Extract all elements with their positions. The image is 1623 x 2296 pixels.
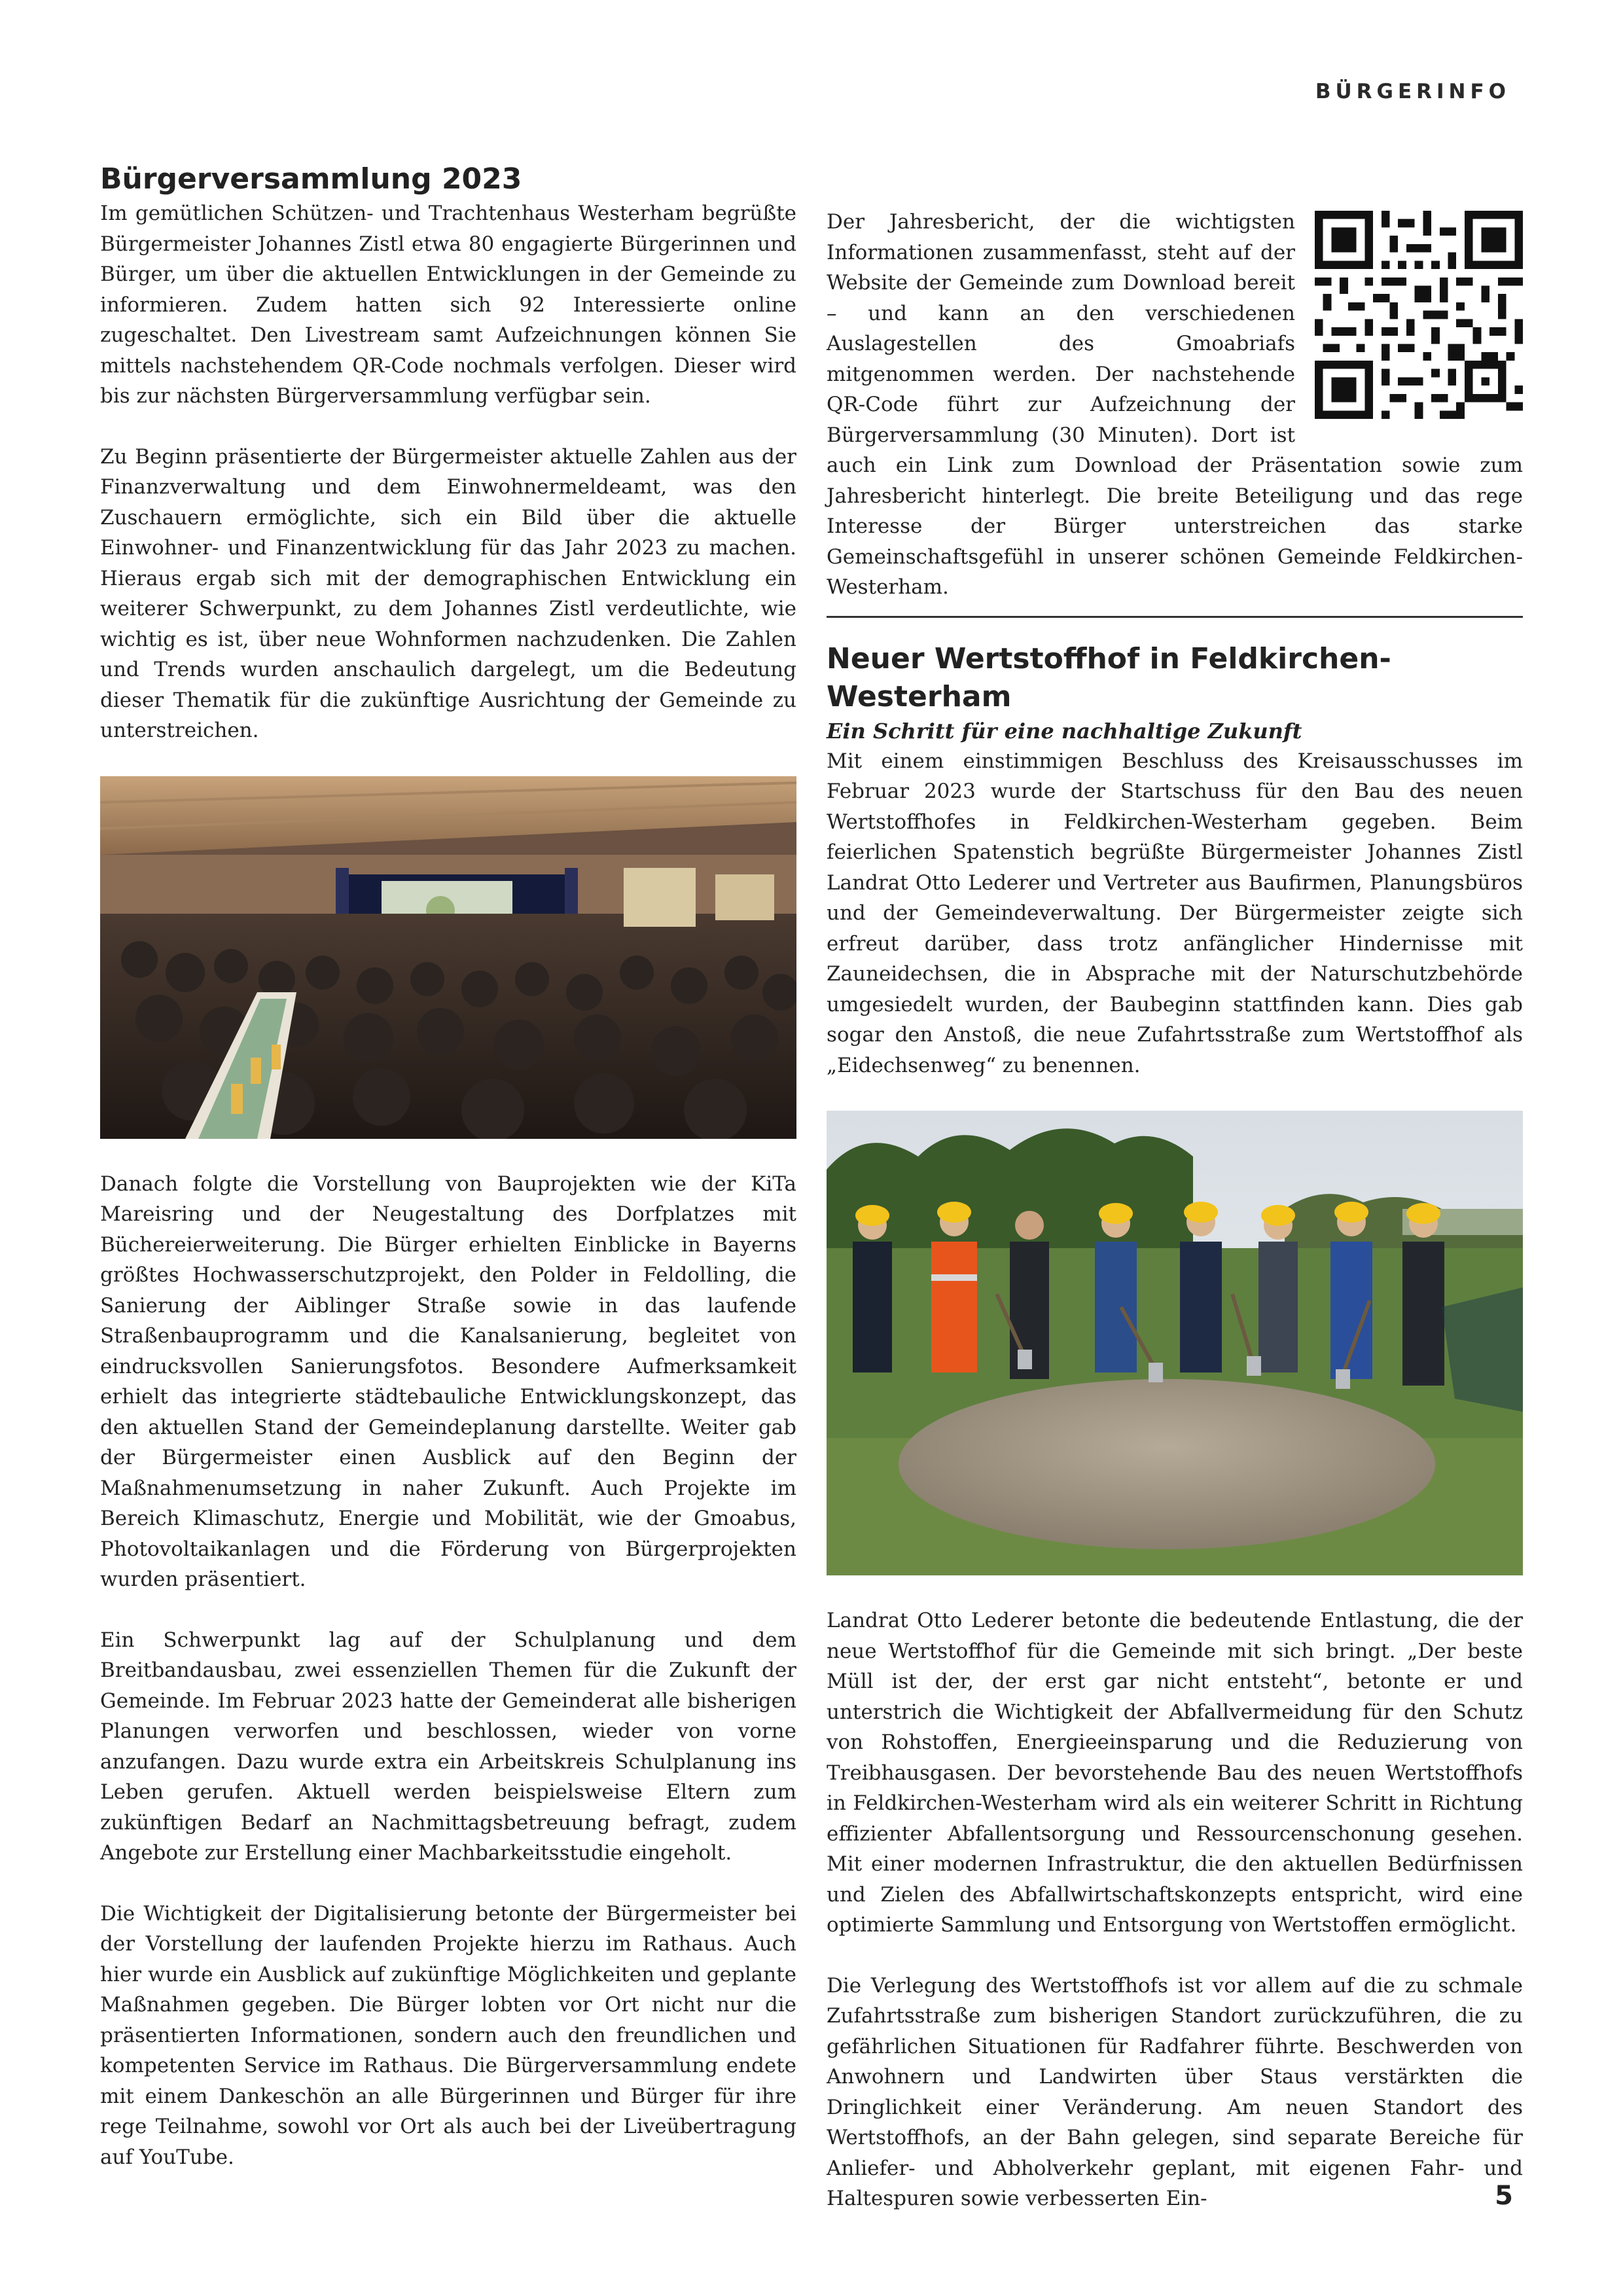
paragraph: Zu Beginn präsentierte der Bürgermeister aktuelle Zahlen aus der Finanzverwaltung und dem Einwohnermeldeamt, was den Zuschauern ermöglichte, sich ein Bild über die aktuelle Einwohner- und Finanzentwicklung für das Jahr 2023 zu machen. Hieraus ergab sich mit der demographischen Entwicklung ein weiterer Schwerpunkt, zu dem Johannes Zistl verdeutlichte, wie wichtig es ist, über neue Wohnformen nachzudenken. Die Zahlen und Trends wurden anschaulich dargelegt, um die Bedeutung dieser Thematik für die zukünftige Ausrichtung der Gemeinde zu unterstreichen. <box>100 444 796 742</box>
paragraph: Die Wichtigkeit der Digitalisierung betonte der Bürgermeister bei der Vorstellung der laufenden Projekte hierzu im Rathaus. Auch hier wurde ein Ausblick auf zukünftige Möglichkeiten und geplante Maßnahmen gegeben. Die Bürger lobten vor Ort nicht nur die präsentierten Informationen, sondern auch den freundlichen und kompetenten Service im Rathaus. Die Bürgerversammlung endete mit einem Dankeschön an alle Bürgerinnen und Bürger für ihre rege Teilnahme, sowohl vor Ort als auch bei der Liveübertragung auf YouTube. <box>100 1901 796 2169</box>
paragraph: Ein Schwerpunkt lag auf der Schulplanung und dem Breitbandausbau, zwei essenziellen Themen für die Zukunft der Gemeinde. Im Februar 2023 hatte der Gemeinderat alle bisherigen Planungen verworfen und beschlossen, wieder von vorne anzufangen. Dazu wurde extra ein Arbeitskreis Schulplanung ins Leben gerufen. Aktuell werden beispielsweise Eltern zum zukünftigen Bedarf an Nachmittagsbetreuung befragt, zudem Angebote zur Erstellung einer Machbarkeitsstudie eingeholt. <box>100 1628 796 1865</box>
paragraph: Mit einem einstimmigen Beschluss des Kreisausschusses im Februar 2023 wurde der Startschuss für den Bau des neuen Wertstoffhofes in Feldkirchen-Westerham gegeben. Beim feierlichen Spatenstich begrüßte Bürgermeister Johannes Zistl Landrat Otto Lederer und Vertreter aus Baufirmen, Planungsbüros und der Gemeindeverwaltung. Der Bürgermeister zeigte sich erfreut darüber, dass trotz anfänglicher Hindernisse mit Zauneidechsen, die in Absprache mit der Naturschutzbehörde umgesiedelt wurden, der Baubeginn stattfinden kann. Dies gab sogar den Anstoß, die neue Zufahrtsstraße zum Wertstoffhof als „Eidechsenweg“ zu benennen. <box>827 749 1523 1077</box>
paragraph: Der Jahresbericht, der die wichtigsten Informationen zusammenfasst, steht auf der Website der Gemeinde zum Download bereit – und kann an den verschiedenen Auslagestellen des Gmoabriafs mitgenommen werden. Der nachstehende QR-Code führt zur Aufzeichnung der Bürgerversammlung (30 Minuten). Dort ist auch ein Link zum Download der Präsentation sowie zum Jahresbericht hinterlegt. Die breite Beteiligung und das rege Interesse der Bürger unterstreichen das starke Gemeinschaftsgefühl in unserer schönen Gemeinde Feldkirchen-Westerham. <box>827 210 1523 599</box>
paragraph: Danach folgte die Vorstellung von Bauprojekten wie der KiTa Mareisring und der Neugestaltung des Dorfplatzes mit Büchereierweiterung. Die Bürger erhielten Einblicke in Bayerns größtes Hochwasserschutzprojekt, den Polder in Feldolling, die Sanierung der Aiblinger Straße sowie in das laufende Straßenbauprogramm und die Kanalsanierung, begleitet von eindrucksvollen Sanierungsfotos. Besondere Aufmerksamkeit erhielt das integrierte städtebauliche Entwicklungskonzept, das den aktuellen Stand der Gemeindeplanung darstellte. Weiter gab der Bürgermeister einen Ausblick auf den Beginn der Maßnahmenumsetzung in naher Zukunft. Auch Projekte im Bereich Klimaschutz, Energie und Mobilität, wie der Gmoabus, Photovoltaikanlagen und die Förderung von Bürgerprojekten wurden präsentiert. <box>100 1172 796 1591</box>
page-number: 5 <box>1495 2181 1513 2211</box>
article-title-buergerversammlung: Bürgerversammlung 2023 <box>100 162 522 196</box>
left-column <box>100 160 796 2202</box>
assembly-hall-photo <box>100 776 796 1139</box>
right-column <box>827 207 1523 2244</box>
section-header: BÜRGERINFO <box>1315 80 1510 103</box>
qr-code[interactable] <box>1315 211 1523 419</box>
groundbreaking-photo <box>827 1111 1523 1575</box>
article-subtitle: Ein Schritt für eine nachhaltige Zukunft <box>827 718 1302 744</box>
article-divider <box>827 616 1523 618</box>
article-title-wertstoffhof: Neuer Wertstoffhof in Feldkirchen-Westerham <box>827 641 1391 713</box>
paragraph: Im gemütlichen Schützen- und Trachtenhaus Westerham begrüßte Bürgermeister Johannes Zistl etwa 80 engagierte Bürgerinnen und Bürger, um über die aktuellen Entwicklungen in der Gemeinde zu informieren. Zudem hatten sich 92 Interessierte online zugeschaltet. Den Livestream samt Aufzeichnungen können Sie mittels nachstehendem QR-Code nochmals verfolgen. Dieser wird bis zur nächsten Bürgerversammlung verfügbar sein. <box>100 202 796 408</box>
paragraph: Die Verlegung des Wertstoffhofs ist vor allem auf die zu schmale Zufahrtsstraße zum bisherigen Standort zurückzuführen, die zu gefährlichen Situationen für Radfahrer führte. Beschwerden von Anwohnern und Landwirten über Staus verstärkten die Dringlichkeit einer Veränderung. Am neuen Standort des Wertstoffhofs, an der Bahn gelegen, sind separate Bereiche für Anliefer- und Abholverkehr geplant, mit eigenen Fahr- und Haltespuren sowie verbesserten Ein- <box>827 1973 1523 2210</box>
paragraph: Landrat Otto Lederer betonte die bedeutende Entlastung, die der neue Wertstoffhof für die Gemeinde mit sich bringt. „Der beste Müll ist der, der erst gar nicht entsteht“, betonte er und unterstrich die Wichtigkeit der Abfallvermeidung für den Schutz von Rohstoffen, Energieeinsparung und die Reduzierung von Treibhausgasen. Der bevorstehende Bau des neuen Wertstoffhofs in Feldkirchen-Westerham wird als ein weiterer Schritt in Richtung effizienter Abfallentsorgung und Ressourcenschonung gesehen. Mit einer modernen Infrastruktur, die den aktuellen Bedürfnissen und Zielen des Abfallwirtschaftskonzepts entspricht, wird eine optimierte Sammlung und Entsorgung von Wertstoffen ermöglicht. <box>827 1609 1523 1937</box>
